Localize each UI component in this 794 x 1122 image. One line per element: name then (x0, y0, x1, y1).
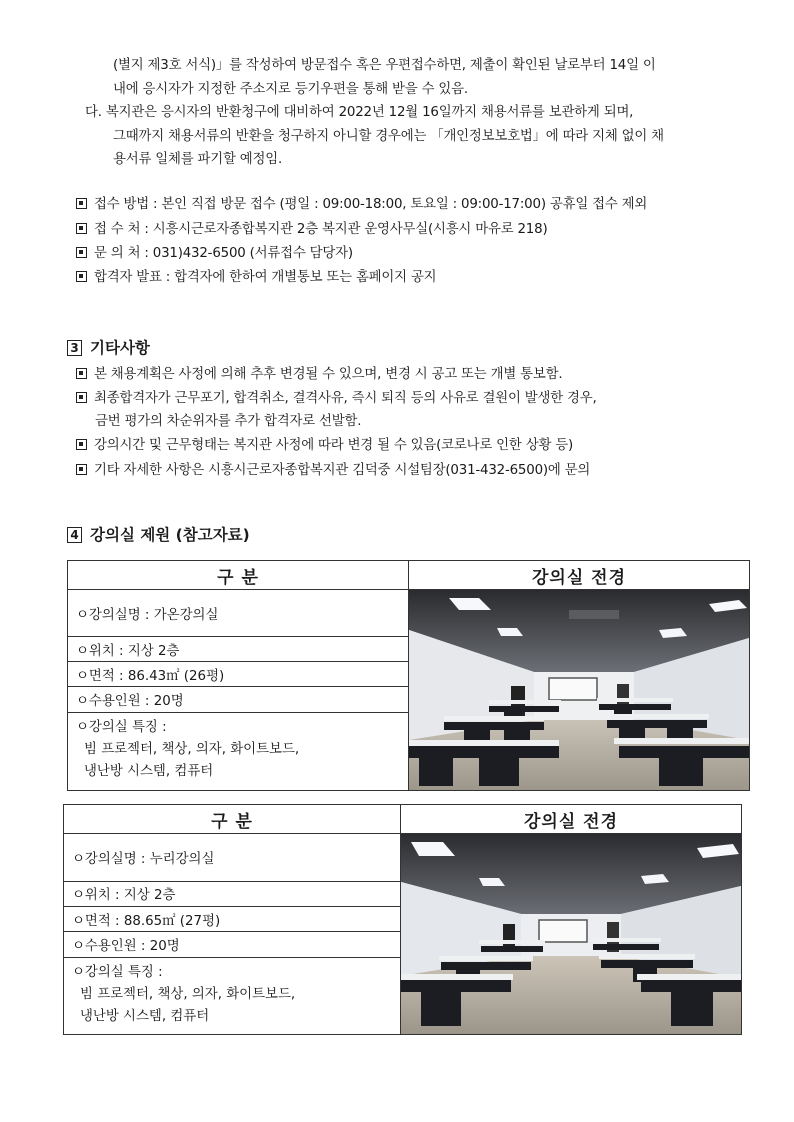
notice-item-continuation: 금번 평가의 차순위자를 추가 합격자로 선발함. (95, 414, 362, 429)
room-floor: ㅇ위치 : 지상 2층 (68, 637, 409, 662)
room-table-1 (67, 560, 750, 791)
room-features (64, 957, 401, 1034)
room-features-line: 냉난방 시스템, 컴퓨터 (84, 763, 214, 779)
section-heading-4: 4 강의실 제원 (참고자료) (67, 524, 250, 546)
reception-item: 접수 방법 : 본인 직접 방문 접수 (평일 : 09:00-18:00, 토요일 : 09:00-17:00) 공휴일 접수 제외 (76, 195, 647, 215)
intro-line-3: 다. 복지관은 응시자의 반환청구에 대비하여 2022년 12월 16일까지 채용서류를 보관하게 되며, (85, 105, 634, 120)
square-bullet-icon (76, 439, 87, 450)
section-number-box: 3 (67, 340, 82, 356)
room-name: ㅇ강의실명 : 가온강의실 (68, 590, 409, 637)
intro-line-5: 용서류 일체를 파기할 예정임. (113, 152, 283, 167)
room-capacity: ㅇ수용인원 : 20명 (68, 687, 409, 712)
reception-item: 합격자 발표 : 합격자에 한하여 개별통보 또는 홈페이지 공지 (76, 268, 436, 288)
square-bullet-icon (76, 271, 87, 282)
square-bullet-icon (76, 223, 87, 234)
intro-line-1: (별지 제3호 서식)」를 작성하여 방문접수 혹은 우편접수하면, 제출이 확인된 날로부터 14일 이 (113, 58, 656, 73)
classroom-photo-image (409, 590, 749, 790)
section-heading-3: 3 기타사항 (67, 337, 150, 359)
square-bullet-icon (76, 368, 87, 379)
classroom-photo-image (401, 834, 741, 1034)
room-features-title: ㅇ강의실 특징 : (76, 719, 167, 735)
room-features-line: 빔 프로젝터, 책상, 의자, 화이트보드, (84, 741, 300, 757)
table-header-category: 구 분 (68, 561, 409, 590)
notice-item: 기타 자세한 사항은 시흥시근로자종합복지관 김덕중 시설팀장(031-432-6500)에 문의 (76, 461, 590, 481)
room-area: ㅇ면적 : 86.43㎡ (26평) (68, 662, 409, 687)
room-features-line: 빔 프로젝터, 책상, 의자, 화이트보드, (80, 986, 296, 1002)
square-bullet-icon (76, 198, 87, 209)
section-number-box: 4 (67, 527, 82, 543)
notice-item: 강의시간 및 근무형태는 복지관 사정에 따라 변경 될 수 있음(코로나로 인한 상황 등) (76, 436, 573, 456)
room-features-line: 냉난방 시스템, 컴퓨터 (80, 1008, 210, 1024)
table-header-photo: 강의실 전경 (409, 561, 750, 590)
square-bullet-icon (76, 464, 87, 475)
intro-line-2: 내에 응시자가 지정한 주소지로 등기우편을 통해 받을 수 있음. (113, 82, 468, 97)
table-header-photo: 강의실 전경 (401, 805, 742, 834)
table-header-category: 구 분 (64, 805, 401, 834)
square-bullet-icon (76, 392, 87, 403)
room-table-2 (63, 804, 742, 1035)
notice-item: 최종합격자가 근무포기, 합격취소, 결격사유, 즉시 퇴직 등의 사유로 결원이 발생한 경우, (76, 389, 597, 409)
classroom-photo (401, 834, 742, 1035)
notice-item: 본 채용계획은 사정에 의해 추후 변경될 수 있으며, 변경 시 공고 또는 개별 통보함. (76, 365, 562, 385)
room-capacity: ㅇ수용인원 : 20명 (64, 932, 401, 957)
reception-item: 문 의 처 : 031)432-6500 (서류접수 담당자) (76, 244, 353, 264)
room-area: ㅇ면적 : 88.65㎡ (27평) (64, 907, 401, 932)
square-bullet-icon (76, 247, 87, 258)
reception-item: 접 수 처 : 시흥시근로자종합복지관 2층 복지관 운영사무실(시흥시 마유로 218) (76, 220, 547, 240)
room-features-title: ㅇ강의실 특징 : (72, 964, 163, 980)
room-name: ㅇ강의실명 : 누리강의실 (64, 834, 401, 882)
room-features (68, 712, 409, 790)
intro-line-4: 그때까지 채용서류의 반환을 청구하지 아니할 경우에는 「개인정보보호법」에 따라 지체 없이 채 (113, 129, 664, 144)
classroom-photo (409, 590, 750, 791)
room-floor: ㅇ위치 : 지상 2층 (64, 881, 401, 906)
